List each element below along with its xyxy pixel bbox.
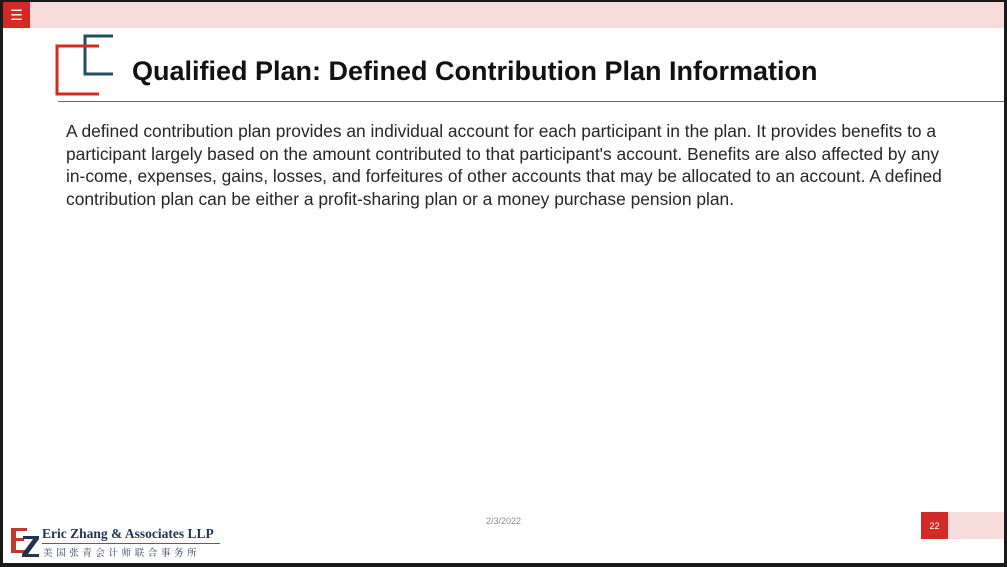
firm-name-underline	[42, 543, 220, 544]
firm-name-chinese: 美国张青会计师联合事务所	[43, 548, 201, 559]
ez-logo-icon	[9, 524, 41, 558]
slide	[3, 2, 1004, 563]
page-number: 22	[921, 512, 948, 539]
menu-button[interactable]	[3, 2, 30, 28]
bracket-logo-icon	[55, 34, 113, 96]
slide-title: Qualified Plan: Defined Contribution Plan Information	[132, 56, 818, 86]
footer-logo	[9, 524, 229, 560]
firm-name: Eric Zhang & Associates LLP	[42, 526, 214, 541]
slide-body-text: A defined contribution plan provides an individual account for each participant in the plan. It provides benefits to a participant largely based on the amount contributed to that participant's account. Benefits are also affected by any in-come, expenses, gains, losses, and forfeitures of other accounts that may be allocated to an account. A defined contribution plan can be either a profit-sharing plan or a money purchase pension plan.	[66, 121, 942, 209]
page-number-band	[948, 512, 1004, 539]
top-band	[3, 2, 1004, 28]
title-divider	[58, 101, 1004, 102]
slide-date: 2/3/2022	[485, 516, 522, 526]
hamburger-menu-icon: ☰	[10, 7, 23, 23]
